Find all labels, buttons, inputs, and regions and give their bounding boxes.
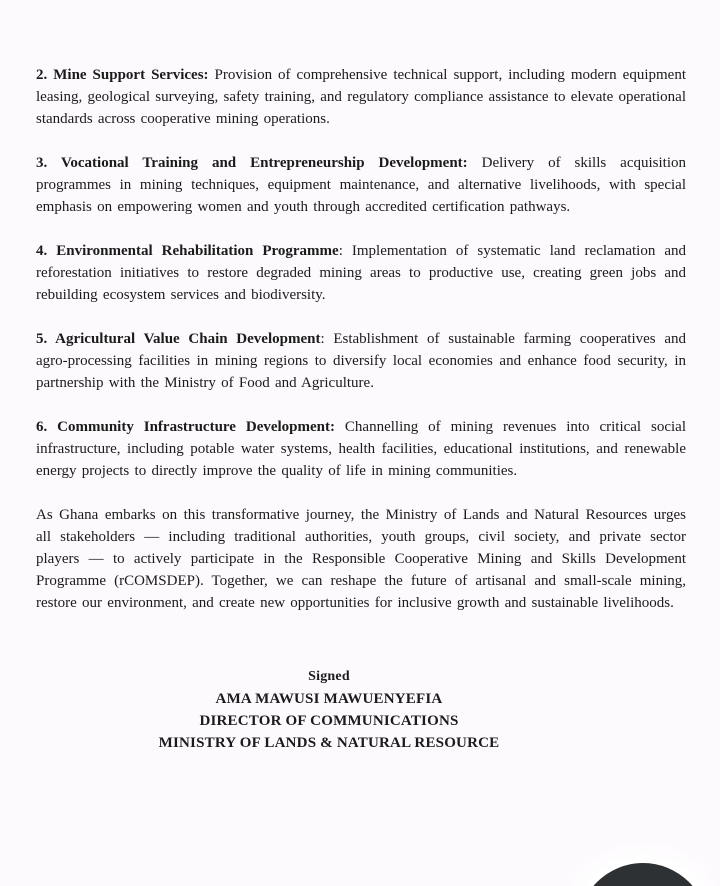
dark-circle-decoration (578, 863, 708, 886)
signature-block (36, 666, 686, 754)
closing-paragraph-text: As Ghana embarks on this transformative journey, the Ministry of Lands and Natural Resources urges all stakeholders — including traditional authorities, youth groups, civil society, and private sector players — to actively participate in the Responsible Cooperative Mining and Skills Development Programme (rCOMSDEP). Together, we can reshape the future of artisanal and small-scale mining, restore our environment, and create new opportunities for inclusive growth and sustainable livelihoods. (36, 507, 686, 611)
signed-label: Signed (308, 669, 350, 684)
paragraph-environmental-rehabilitation (36, 240, 686, 306)
paragraph-heading: 3. Vocational Training and Entrepreneurship Development: (36, 155, 468, 171)
closing-paragraph (36, 504, 686, 614)
paragraph-community-infrastructure (36, 416, 686, 482)
paragraph-text: : Establishment of sustainable farming cooperatives and agro-processing facilities in mining regions to diversify local economies and enhance food security, in partnership with the Ministry of Food and Agriculture. (36, 331, 686, 391)
paragraph-heading: 4. Environmental Rehabilitation Programme (36, 243, 339, 259)
signatory-name: AMA MAWUSI MAWUENYEFIA (215, 691, 443, 707)
paragraph-agricultural-value-chain (36, 328, 686, 394)
paragraph-heading: 2. Mine Support Services: (36, 67, 209, 83)
document-body (36, 64, 686, 754)
paragraph-heading: 5. Agricultural Value Chain Development (36, 331, 321, 347)
paragraph-text: : Implementation of systematic land reclamation and reforestation initiatives to restore degraded mining areas to productive use, creating green jobs and rebuilding ecosystem services and biodiversity. (36, 243, 687, 303)
paragraph-text: Delivery of skills acquisition programmes in mining techniques, equipment maintenance, and alternative livelihoods, with special emphasis on empowering women and youth through accredited certification pathways. (36, 155, 686, 215)
paragraph-text: Channelling of mining revenues into critical social infrastructure, including potable water systems, health facilities, educational institutions, and renewable energy projects to directly improve the quality of life in mining communities. (36, 419, 686, 479)
paragraph-mine-support-services (36, 64, 686, 130)
paragraph-heading: 6. Community Infrastructure Development: (36, 419, 336, 435)
signatory-title: DIRECTOR OF COMMUNICATIONS (199, 713, 459, 729)
paragraph-vocational-training (36, 152, 686, 218)
paragraph-text: Provision of comprehensive technical support, including modern equipment leasing, geological surveying, safety training, and regulatory compliance assistance to elevate operational standards across cooperative mining operations. (36, 67, 686, 127)
signatory-organization: MINISTRY OF LANDS & NATURAL RESOURCE (158, 735, 500, 751)
